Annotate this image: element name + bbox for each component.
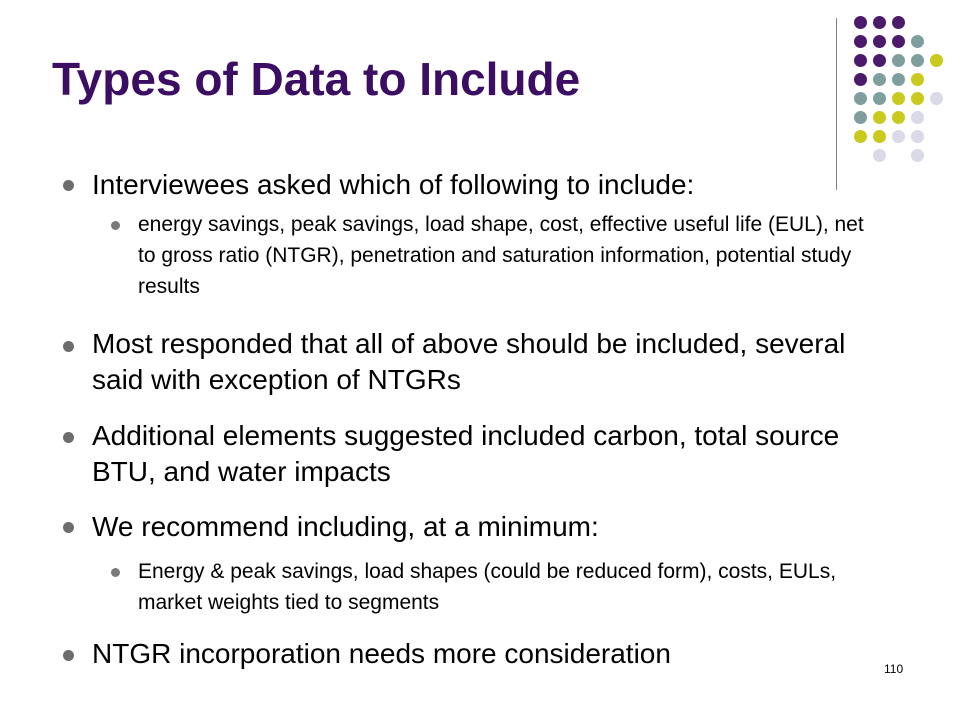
bullet-marker [63,650,74,661]
bullet-level1-text: Most responded that all of above should be included, several said with exception of NTGRs [92,328,846,395]
bullet-marker [63,341,74,352]
bullet-level1-text: We recommend including, at a minimum: [92,511,599,542]
bullet-level1-text: Interviewees asked which of following to include: [92,169,695,200]
bullet-level2-text: energy savings, peak savings, load shape, cost, effective useful life (EUL), net to gross ratio (NTGR), penetration and saturation information, potential study results [138,213,864,298]
sub-bullet-marker [111,221,120,230]
bullet-level1-text: Additional elements suggested included carbon, total source BTU, and water impacts [92,420,840,487]
bullet-level2-text: Energy & peak savings, load shapes (could be reduced form), costs, EULs, market weights tied to segments [138,560,837,614]
page-number: 110 [884,662,904,676]
bullet-marker [63,432,74,443]
bullet-marker [63,180,74,191]
bullet-level1-text: NTGR incorporation needs more consideration [92,638,671,669]
sub-bullet-marker [111,568,120,577]
slide-title: Types of Data to Include [52,53,581,105]
bullet-marker [63,522,74,533]
